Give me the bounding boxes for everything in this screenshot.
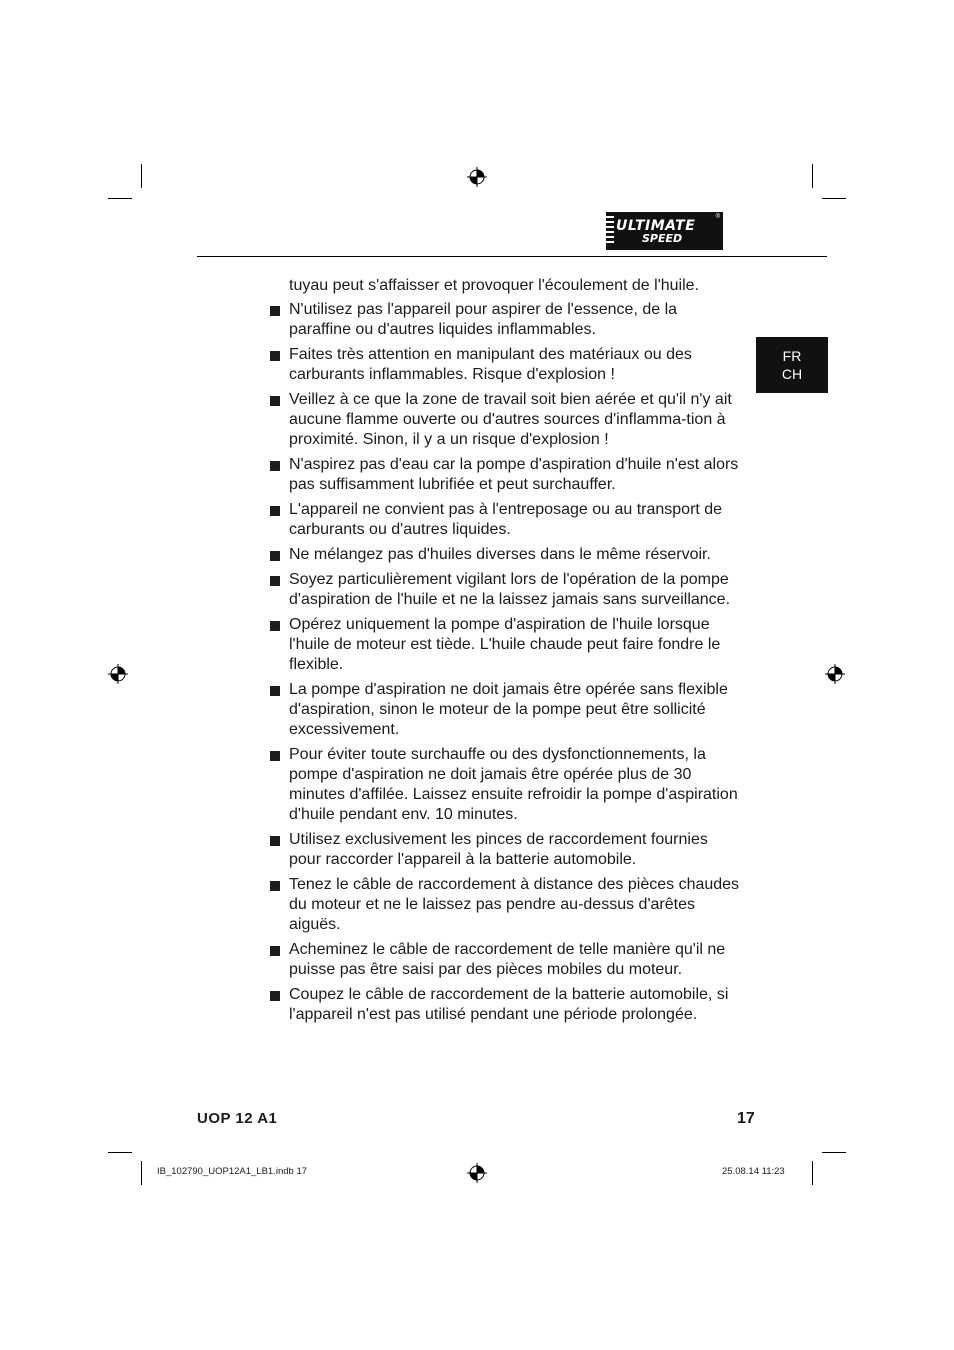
- language-tab-line2: CH: [781, 366, 803, 382]
- print-slug-file: IB_102790_UOP12A1_LB1.indb 17: [157, 1166, 308, 1177]
- logo-registered-symbol: ®: [715, 214, 720, 220]
- square-bullet-icon: [270, 751, 280, 761]
- continuation-text: tuyau peut s'affaisser et provoquer l'écoulement de l'huile.: [289, 277, 700, 294]
- square-bullet-icon: [270, 576, 280, 586]
- list-item: Pour éviter toute surchauffe ou des dysfonctionnements, la pompe d'aspiration ne doit jamais être opérée plus de 30 minutes d'affilée. Laissez ensuite refroidir la pompe d'aspiration d'huile pendant env. 10 minutes.: [270, 745, 740, 826]
- crop-mark: [822, 1152, 846, 1153]
- registration-mark-icon: [108, 664, 128, 684]
- logo-line2: SPEED: [642, 231, 683, 245]
- list-item: Veillez à ce que la zone de travail soit bien aérée et qu'il n'y ait aucune flamme ouverte ou d'autres sources d'inflamma-tion à proximité. Sinon, il y a un risque d'explosion !: [270, 390, 740, 451]
- crop-mark: [108, 1152, 132, 1153]
- crop-mark: [108, 198, 132, 199]
- crop-mark: [812, 1161, 813, 1185]
- language-tab-line1: FR: [782, 348, 802, 364]
- square-bullet-icon: [270, 946, 280, 956]
- language-tab: [756, 337, 828, 393]
- footer-model-number: UOP 12 A1: [197, 1110, 278, 1127]
- square-bullet-icon: [270, 551, 280, 561]
- list-item: Faites très attention en manipulant des matériaux ou des carburants inflammables. Risque d'explosion !: [270, 345, 740, 385]
- square-bullet-icon: [270, 686, 280, 696]
- list-item: Soyez particulièrement vigilant lors de l'opération de la pompe d'aspiration de l'huile et ne la laissez jamais sans surveillance.: [270, 570, 740, 610]
- list-item: Opérez uniquement la pompe d'aspiration de l'huile lorsque l'huile de moteur est tiède. L'huile chaude peut faire fondre le flexible.: [270, 615, 740, 676]
- brand-logo: [606, 212, 723, 250]
- crop-mark: [141, 1161, 142, 1185]
- crop-mark: [812, 164, 813, 188]
- logo-line1: ULTIMATE: [616, 217, 696, 234]
- list-item: Utilisez exclusivement les pinces de raccordement fournies pour raccorder l'appareil à la batterie automobile.: [270, 830, 740, 870]
- list-item: N'aspirez pas d'eau car la pompe d'aspiration d'huile n'est alors pas suffisamment lubrifiée et peut surchauffer.: [270, 455, 740, 495]
- registration-mark-icon: [467, 167, 487, 187]
- registration-mark-icon: [825, 664, 845, 684]
- list-item: Coupez le câble de raccordement de la batterie automobile, si l'appareil n'est pas utilisé pendant une période prolongée.: [270, 985, 740, 1025]
- square-bullet-icon: [270, 836, 280, 846]
- crop-mark: [822, 198, 846, 199]
- square-bullet-icon: [270, 306, 280, 316]
- list-item: L'appareil ne convient pas à l'entreposage ou au transport de carburants ou d'autres liquides.: [270, 500, 740, 540]
- list-item: N'utilisez pas l'appareil pour aspirer de l'essence, de la paraffine ou d'autres liquides inflammables.: [270, 300, 740, 340]
- list-item: Acheminez le câble de raccordement de telle manière qu'il ne puisse pas être saisi par des pièces mobiles du moteur.: [270, 940, 740, 980]
- crop-mark: [141, 164, 142, 188]
- square-bullet-icon: [270, 461, 280, 471]
- square-bullet-icon: [270, 881, 280, 891]
- header-rule: [197, 256, 827, 257]
- print-slug-date: 25.08.14 11:23: [722, 1166, 785, 1177]
- registration-mark-icon: [467, 1163, 487, 1183]
- square-bullet-icon: [270, 506, 280, 516]
- square-bullet-icon: [270, 351, 280, 361]
- list-item: Tenez le câble de raccordement à distance des pièces chaudes du moteur et ne le laissez pas pendre au-dessus d'arêtes aiguës.: [270, 875, 740, 936]
- list-item: La pompe d'aspiration ne doit jamais être opérée sans flexible d'aspiration, sinon le moteur de la pompe peut être sollicité excessivement.: [270, 680, 740, 741]
- square-bullet-icon: [270, 991, 280, 1001]
- bullet-list: [270, 300, 740, 1025]
- square-bullet-icon: [270, 621, 280, 631]
- list-item: Ne mélangez pas d'huiles diverses dans le même réservoir.: [270, 545, 740, 565]
- square-bullet-icon: [270, 396, 280, 406]
- page-number: 17: [737, 1110, 755, 1127]
- safety-instructions: [270, 276, 740, 1030]
- logo-stripes-icon: [606, 216, 614, 246]
